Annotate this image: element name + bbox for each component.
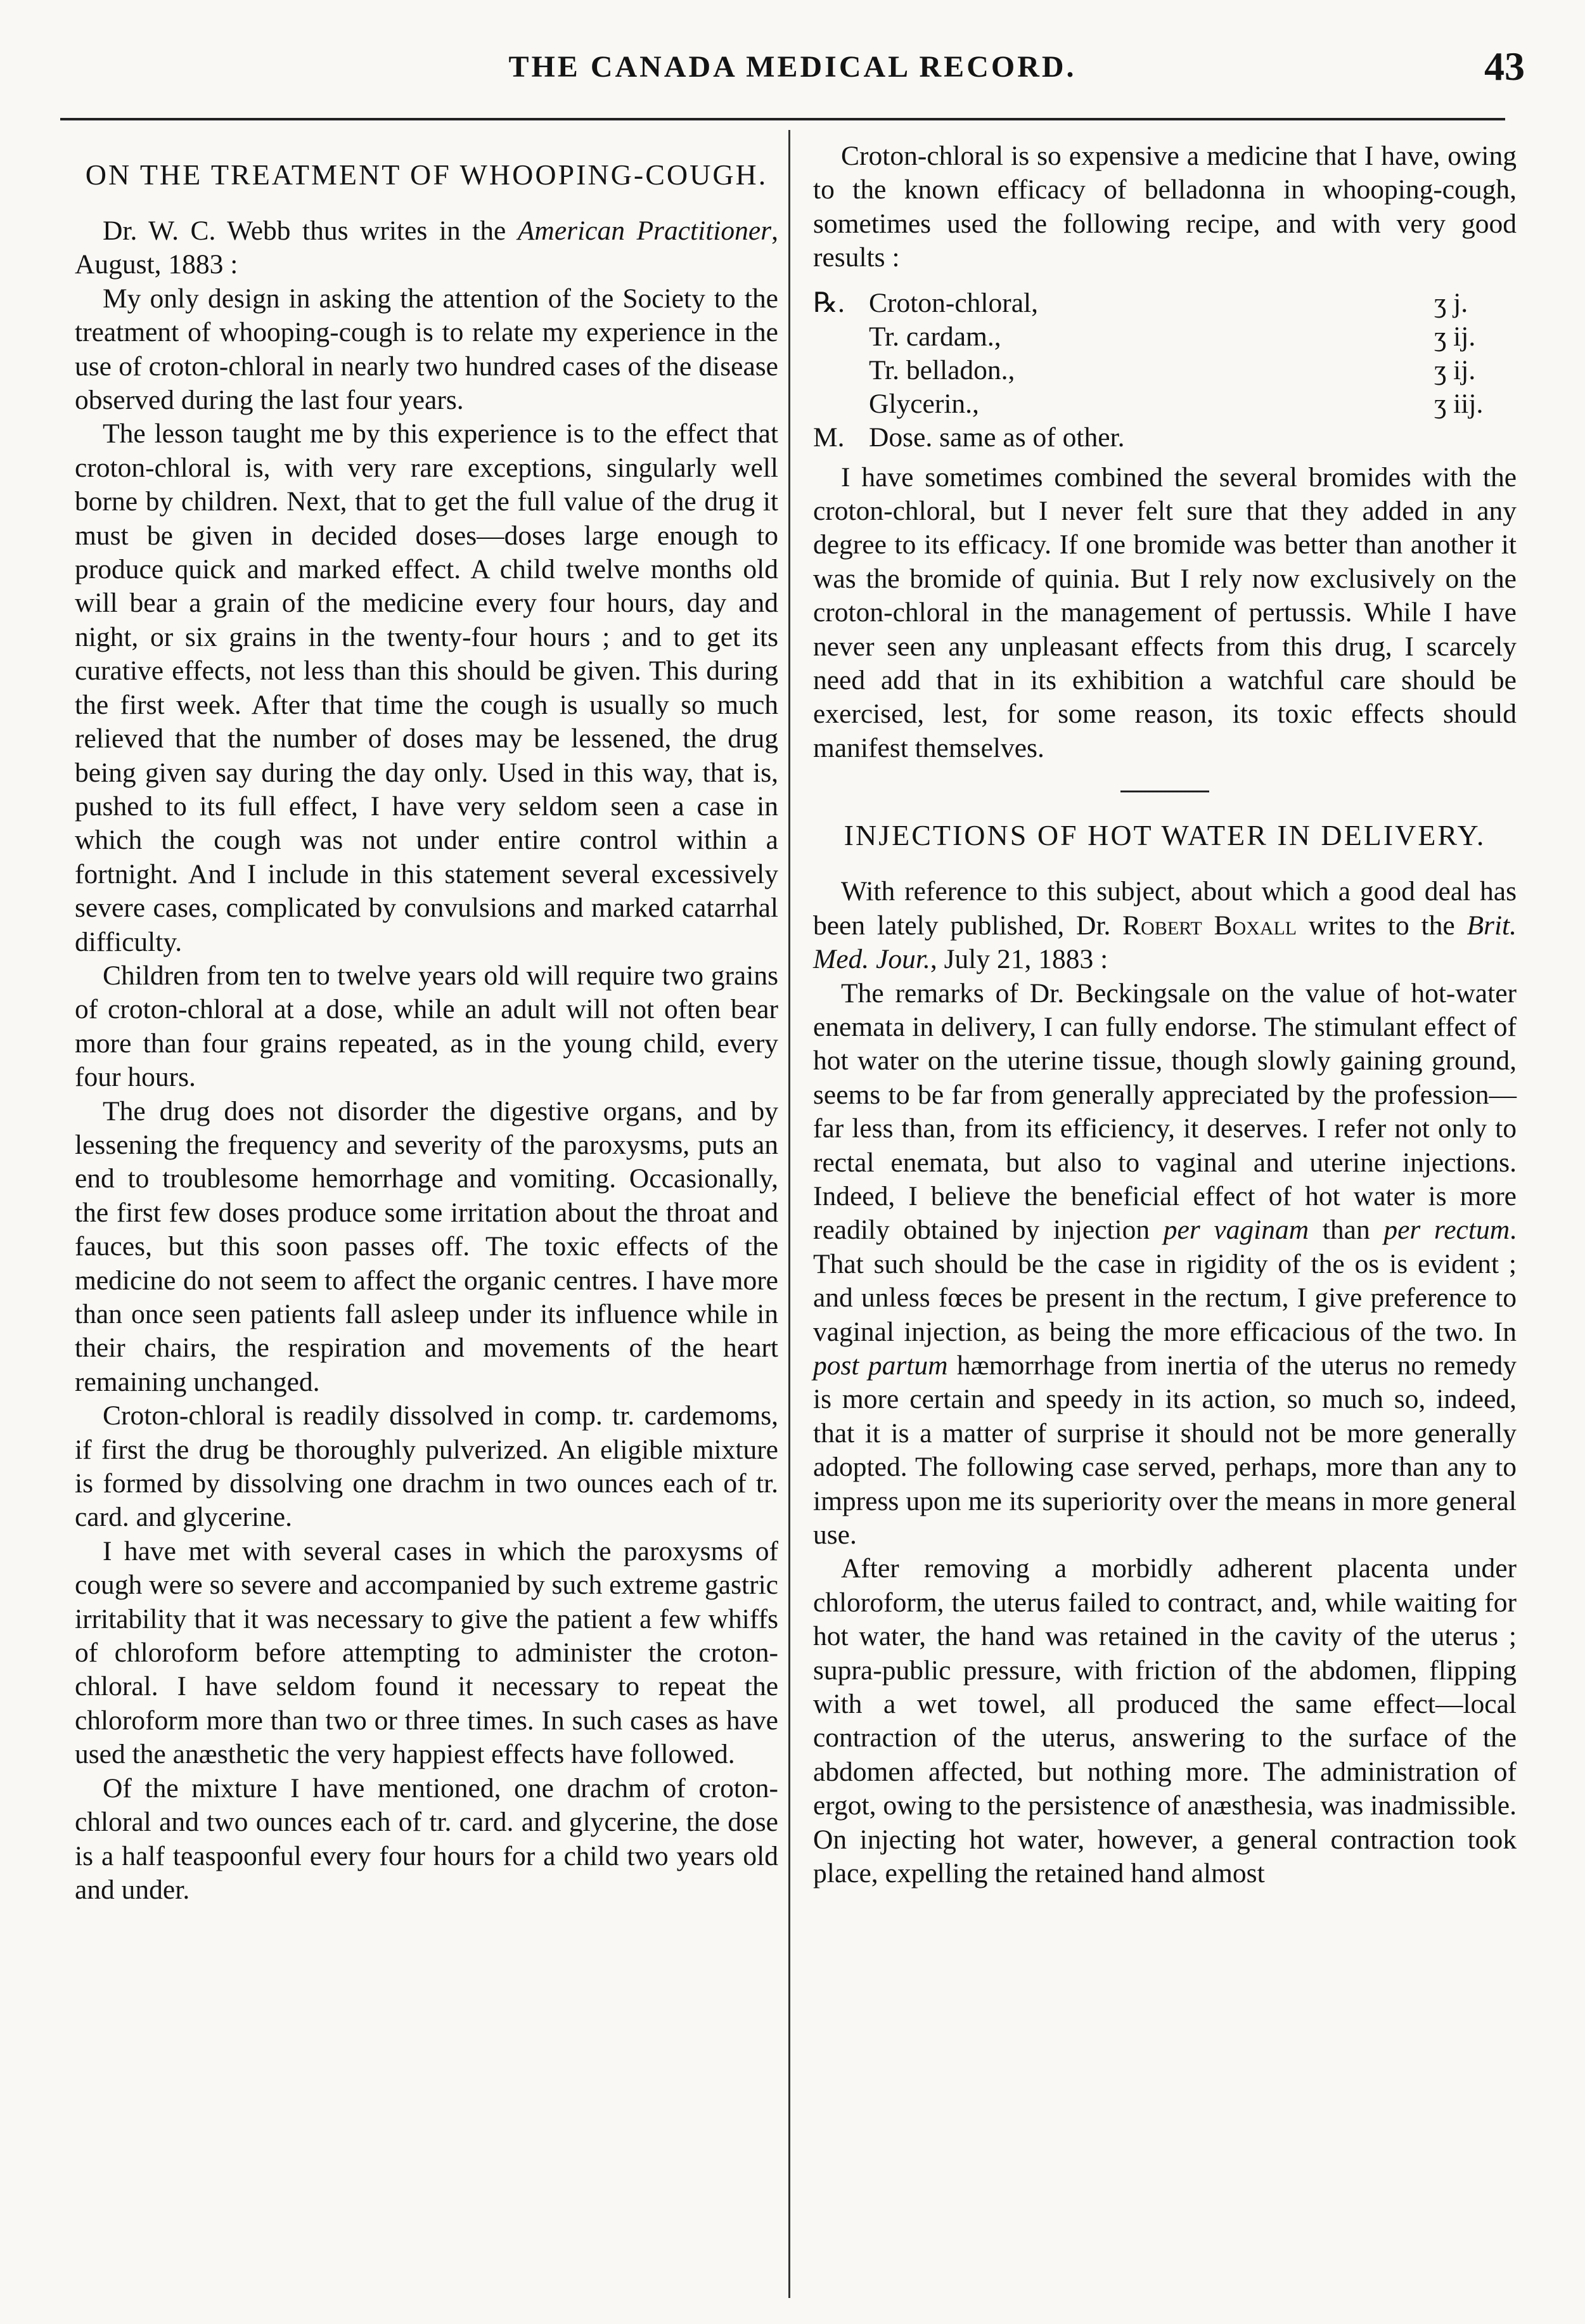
column-divider [788, 130, 790, 2298]
recipe-row: Tr. cardam., ʒ ij. [869, 321, 1476, 352]
right-column [813, 139, 1517, 1890]
paragraph: Croton-chloral is so expensive a medicine that I have, owing to the known efficacy of belladonna in whooping-cough, sometimes used the following recipe, and with very good results : [813, 141, 1517, 273]
header-rule [60, 118, 1505, 120]
paragraph: After removing a morbidly adherent placenta under chloroform, the uterus failed to contract, and, while waiting for hot water, the hand was retained in the cavity of the uterus ; supra-public pressure, with friction of the abdomen, flipping with a wet towel, all produced the same effect—local contraction of the uterus, answering to the surface of the abdomen affected, but nothing more. The administration of ergot, owing to the persistence of anæsthesia, was inadmissible. On injecting hot water, however, a general contraction took place, expelling the retained hand almost [813, 1553, 1517, 1889]
recipe-row: Tr. belladon., ʒ ij. [869, 354, 1476, 385]
recipe-row: Glycerin., ʒ iij. [869, 388, 1484, 419]
recipe-row: ℞. Croton-chloral, ʒ j. [813, 287, 1468, 318]
running-title: THE CANADA MEDICAL RECORD. [508, 50, 1077, 84]
paragraph: The remarks of Dr. Beckingsale on the value of hot-water enemata in delivery, I can fully endorse. The stimulant effect of hot water on the uterine tissue, though slowly gaining ground, seems to be far from generally appreciated by the profession—far less than, from its efficiency, it deserves. I refer not only to rectal enemata, but also to vaginal and uterine injections. Indeed, I believe the beneficial effect of hot water is more readily obtained by injection per vaginam than per rectum. That such should be the case in rigidity of the os is evident ; and unless fœces be present in the rectum, I give preference to vaginal injection, as being the more efficacious of the two. In post partum hæmorrhage from inertia of the uterus no remedy is more certain and speedy in its action, so much so, indeed, that it is a matter of surprise it should not be more generally adopted. The following case served, perhaps, more than any to impress upon me its superiority over the means in more general use. [813, 978, 1517, 1550]
paragraph: I have sometimes combined the several bromides with the croton-chloral, but I never felt sure that they added in any degree to its efficacy. If one bromide was better than another it was the bromide of quinia. But I rely now exclusively on the croton-chloral in the management of pertussis. While I have never seen any unpleasant effects from this drug, I scarcely need add that in its exhibition a watchful care should be exercised, lest, for some reason, its toxic effects should manifest themselves. [813, 462, 1517, 763]
paragraph: I have met with several cases in which the paroxysms of cough were so severe and accompanied by such extreme gastric irritability that it was necessary to give the patient a few whiffs of chloroform before attempting to administer the croton-chloral. I have seldom found it necessary to repeat the chloroform more than two or three times. In such cases as have used the anæsthetic the very happiest effects have followed. [75, 1535, 778, 1770]
paragraph: The lesson taught me by this experience is to the effect that croton-chloral is, with very rare exceptions, singularly well borne by children. Next, that to get the full value of the drug it must be given in decided doses—doses large enough to produce quick and marked effect. A child twelve months old will bear a grain of the medicine every four hours, day and night, or six grains in the twenty-four hours ; and to get its curative effects, not less than this should be given. This during the first week. After that time the cough is usually so much relieved that the number of doses may be lessened, the drug being given say during the day only. Used in this way, that is, pushed to its full effect, I have very seldom seen a case in which the cough was not under entire control within a fortnight. And I include in this statement several excessively severe cases, complicated by convulsions and marked catarrhal difficulty. [75, 418, 778, 957]
paragraph: Children from ten to twelve years old will require two grains of croton-chloral at a dose, while an adult will not often bear more than four grains repeated, as in the young child, every four hours. [75, 960, 778, 1093]
article-byline: Dr. W. C. Webb thus writes in the American Practitioner, August, 1883 : [75, 216, 778, 280]
article-title-whooping-cough: ON THE TREATMENT OF WHOOPING-COUGH. [85, 158, 768, 191]
section-separator [1120, 791, 1209, 792]
paragraph: Croton-chloral is readily dissolved in comp. tr. cardemoms, if first the drug be thoroughly pulverized. An eligible mixture is formed by dissolving one drachm in two ounces each of tr. card. and glycerine. [75, 1400, 778, 1533]
article-title-hot-water-injections: INJECTIONS OF HOT WATER IN DELIVERY. [844, 819, 1486, 852]
paragraph: Of the mixture I have mentioned, one drachm of croton-chloral and two ounces each of tr. card. and glycerine, the dose is a half teaspoonful every four hours for a child two years old and under. [75, 1772, 778, 1905]
journal-name: American Practitioner [517, 216, 772, 246]
author-name: Robert Boxall [1122, 910, 1297, 941]
recipe [813, 287, 1517, 455]
article-intro: With reference to this subject, about which a good deal has been lately published, Dr. Robert Boxall writes to the Brit. Med. Jour., July 21, 1883 : [813, 876, 1517, 975]
recipe-row: M. Dose. same as of other. [813, 422, 1125, 453]
journal-name: Brit. Med. Jour. [813, 910, 1517, 975]
page-header [0, 38, 1585, 114]
page-number: 43 [1484, 44, 1525, 89]
paragraph: My only design in asking the attention of the Society to the treatment of whooping-cough is to relate my experience in the use of croton-chloral in nearly two hundred cases of the disease observed during the last four years. [75, 283, 778, 416]
paragraph: The drug does not disorder the digestive organs, and by lessening the frequency and severity of the paroxysms, puts an end to troublesome hemorrhage and vomiting. Occasionally, the first few doses produce some irritation about the throat and fauces, but this soon passes off. The toxic effects of the medicine do not seem to affect the organic centres. I have more than once seen patients fall asleep under its influence while in their chairs, the respiration and movements of the heart remaining unchanged. [75, 1095, 778, 1397]
left-column [75, 139, 778, 1907]
